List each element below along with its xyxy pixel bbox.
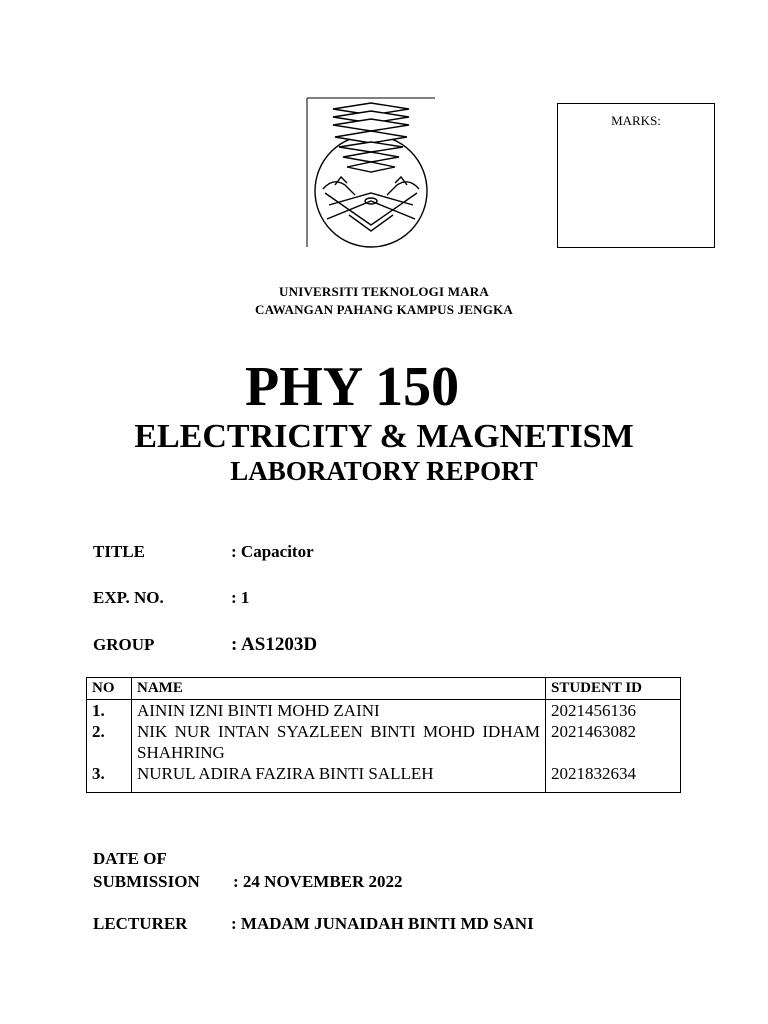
row-no: 3. — [87, 763, 132, 793]
campus-name: CAWANGAN PAHANG KAMPUS JENGKA — [255, 302, 513, 317]
row-name: NURUL ADIRA FAZIRA BINTI SALLEH — [132, 763, 546, 793]
lecturer-field — [93, 914, 534, 934]
table-header-row — [87, 678, 681, 700]
header-no: NO — [87, 678, 132, 700]
title-value: : Capacitor — [231, 542, 314, 561]
group-value: : AS1203D — [231, 634, 318, 655]
submission-label-line1: DATE OF — [93, 849, 167, 868]
row-no: 1. — [87, 700, 132, 722]
row-student-id: 2021456136 — [546, 700, 681, 722]
submission-value: : 24 NOVEMBER 2022 — [233, 872, 403, 891]
marks-label: MARKS: — [611, 113, 661, 128]
course-name: ELECTRICITY & MAGNETISM — [134, 418, 634, 455]
header-name: NAME — [132, 678, 546, 700]
header-student-id: STUDENT ID — [546, 678, 681, 700]
university-logo — [305, 97, 437, 249]
row-student-id: 2021463082 — [546, 721, 681, 763]
university-name: UNIVERSITI TEKNOLOGI MARA — [279, 284, 489, 299]
submission-date — [93, 847, 403, 893]
row-name: AININ IZNI BINTI MOHD ZAINI — [132, 700, 546, 722]
title-field — [93, 542, 314, 562]
lecturer-value: : MADAM JUNAIDAH BINTI MD SANI — [231, 914, 534, 933]
report-type: LABORATORY REPORT — [230, 456, 538, 486]
table-row — [87, 700, 681, 722]
row-no: 2. — [87, 721, 132, 763]
exp-value: : 1 — [231, 588, 250, 607]
table-row — [87, 763, 681, 793]
marks-box — [557, 103, 715, 248]
group-field — [93, 634, 317, 656]
exp-label: EXP. NO. — [93, 588, 164, 607]
course-code: PHY 150 — [245, 356, 460, 418]
row-student-id: 2021832634 — [546, 763, 681, 793]
table-row — [87, 721, 681, 763]
lecturer-label: LECTURER — [93, 914, 188, 933]
submission-label-line2: SUBMISSION — [93, 872, 200, 891]
exp-field — [93, 588, 249, 608]
row-name: NIK NUR INTAN SYAZLEEN BINTI MOHD IDHAM SHAHRING — [132, 721, 546, 763]
title-label: TITLE — [93, 542, 145, 561]
student-table — [86, 677, 681, 793]
group-label: GROUP — [93, 635, 155, 654]
